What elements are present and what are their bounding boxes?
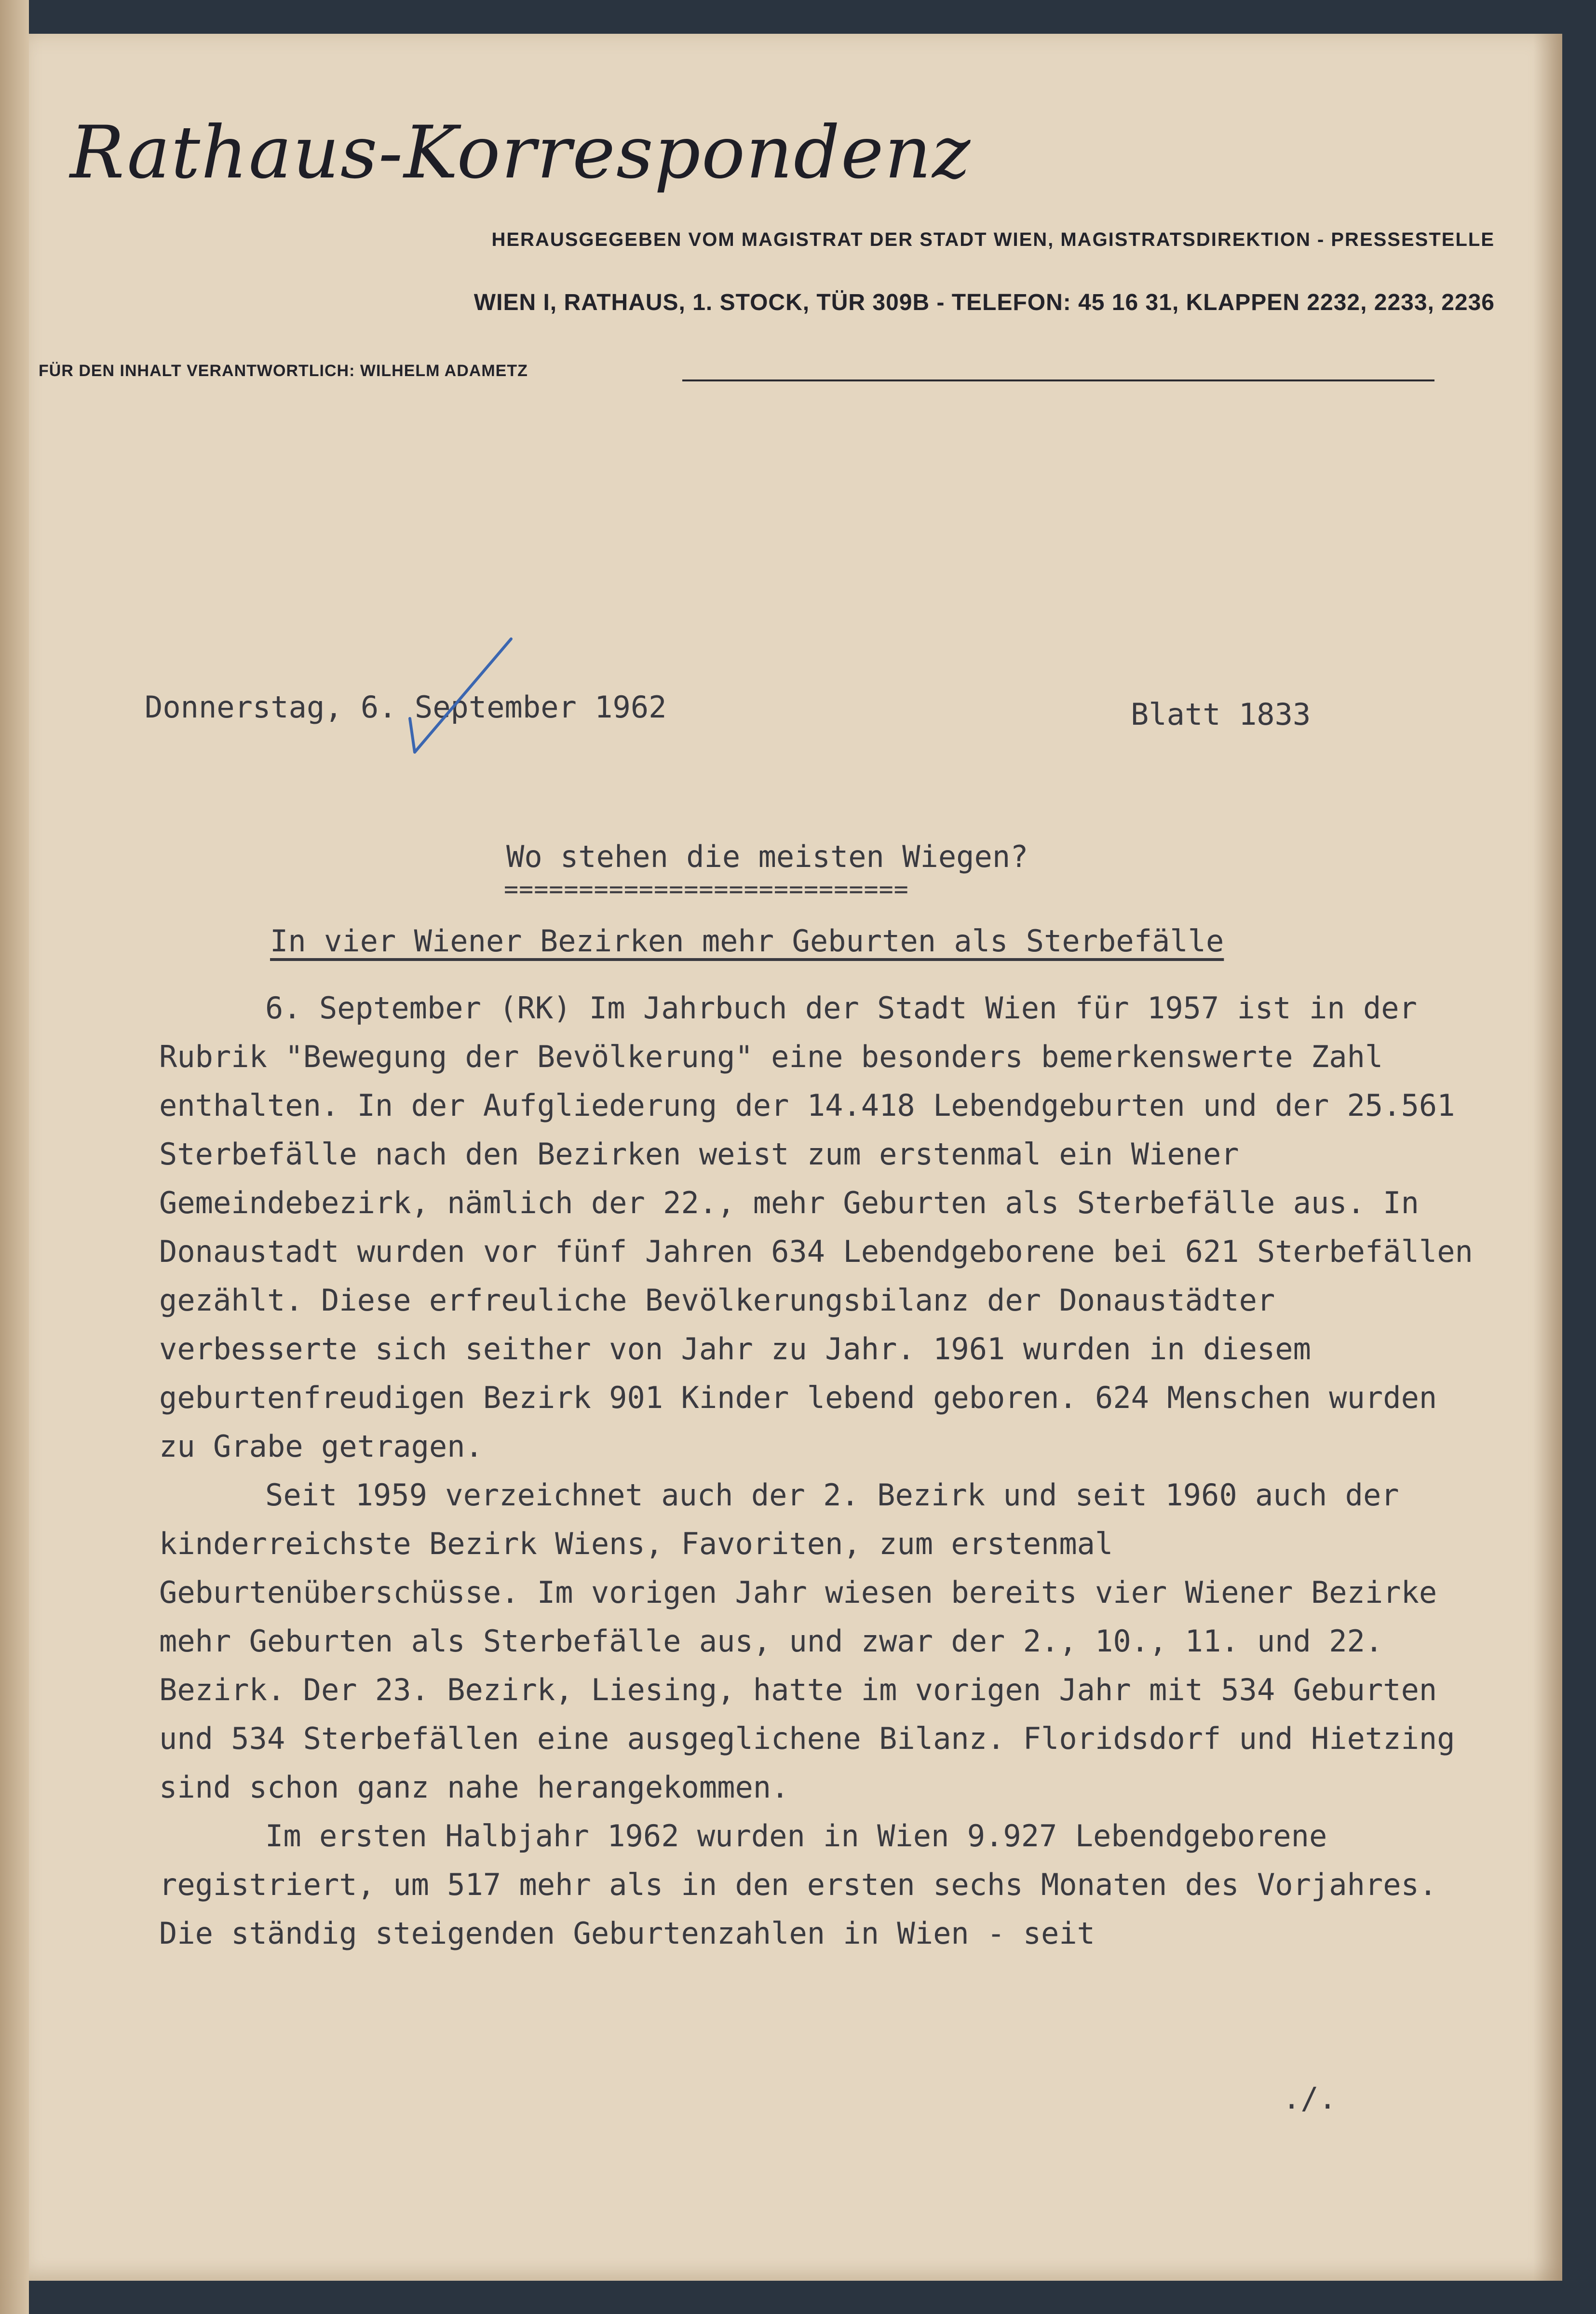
check-mark-icon: [400, 636, 526, 762]
masthead-rule: [682, 379, 1434, 381]
continuation-marker: ./.: [1283, 2081, 1337, 2116]
page-shadow: [1533, 34, 1562, 2281]
dateline: Donnerstag, 6. September 1962: [145, 690, 667, 725]
address-line: WIEN I, RATHAUS, 1. STOCK, TÜR 309B - TELEFON: 45 16 31, KLAPPEN 2232, 2233, 2236: [473, 290, 1495, 315]
paragraph: Seit 1959 verzeichnet auch der 2. Bezirk und seit 1960 auch der kinderreichste Bezirk Wiens, Favoriten, zum erstenmal Geburtenüberschüsse. Im vorigen Jahr wiesen bereits vier Wiener Bezirke mehr Geburten als Sterbefälle aus, und zwar der 2., 10., 11. und 22. Bezirk. Der 23. Bezirk, Liesing, hatte im vorigen Jahr mit 534 Geburten und 534 Sterbefällen eine ausgeglichene Bilanz. Floridsdorf und Hietzing sind schon ganz nahe herangekommen.: [159, 1477, 1455, 1805]
paragraph: Im ersten Halbjahr 1962 wurden in Wien 9.927 Lebendgeborene registriert, um 517 mehr als in den ersten sechs Monaten des Vorjahres. Die ständig steigenden Geburtenzahlen in Wien - seit: [159, 1818, 1437, 1951]
masthead-title: Rathaus-Korrespondenz: [70, 111, 972, 195]
publisher-line: HERAUSGEGEBEN VOM MAGISTRAT DER STADT WIEN, MAGISTRATSDIREKTION - PRESSESTELLE: [491, 229, 1495, 250]
responsible-line: FÜR DEN INHALT VERANTWORTLICH: WILHELM ADAMETZ: [39, 362, 528, 380]
adjacent-page-edge: [0, 0, 29, 2314]
check-mark-stroke: [410, 639, 511, 752]
paragraph: 6. September (RK) Im Jahrbuch der Stadt Wien für 1957 ist in der Rubrik "Bewegung der Bevölkerung" eine besonders bemerkenswerte Zahl enthalten. In der Aufgliederung der 14.418 Lebendgeburten und der 25.561 Sterbefälle nach den Bezirken weist zum erstenmal ein Wiener Gemeindebezirk, nämlich der 22., mehr Geburten als Sterbefälle aus. In Donaustadt wurden vor fünf Jahren 634 Lebendgeborene bei 621 Sterbefällen gezählt. Diese erfreuliche Bevölkerungsbilanz der Donaustädter verbesserte sich seither von Jahr zu Jahr. 1961 wurden in diesem geburtenfreudigen Bezirk 901 Kinder lebend geboren. 624 Menschen wurden zu Grabe getragen.: [159, 990, 1473, 1464]
headline-double-rule: ===========================: [504, 875, 909, 903]
article-headline: Wo stehen die meisten Wiegen?: [506, 839, 1028, 874]
article-subheadline: In vier Wiener Bezirken mehr Geburten als Sterbefälle: [270, 923, 1224, 959]
article-body: [159, 984, 1475, 1958]
sheet-number: Blatt 1833: [1131, 697, 1311, 732]
